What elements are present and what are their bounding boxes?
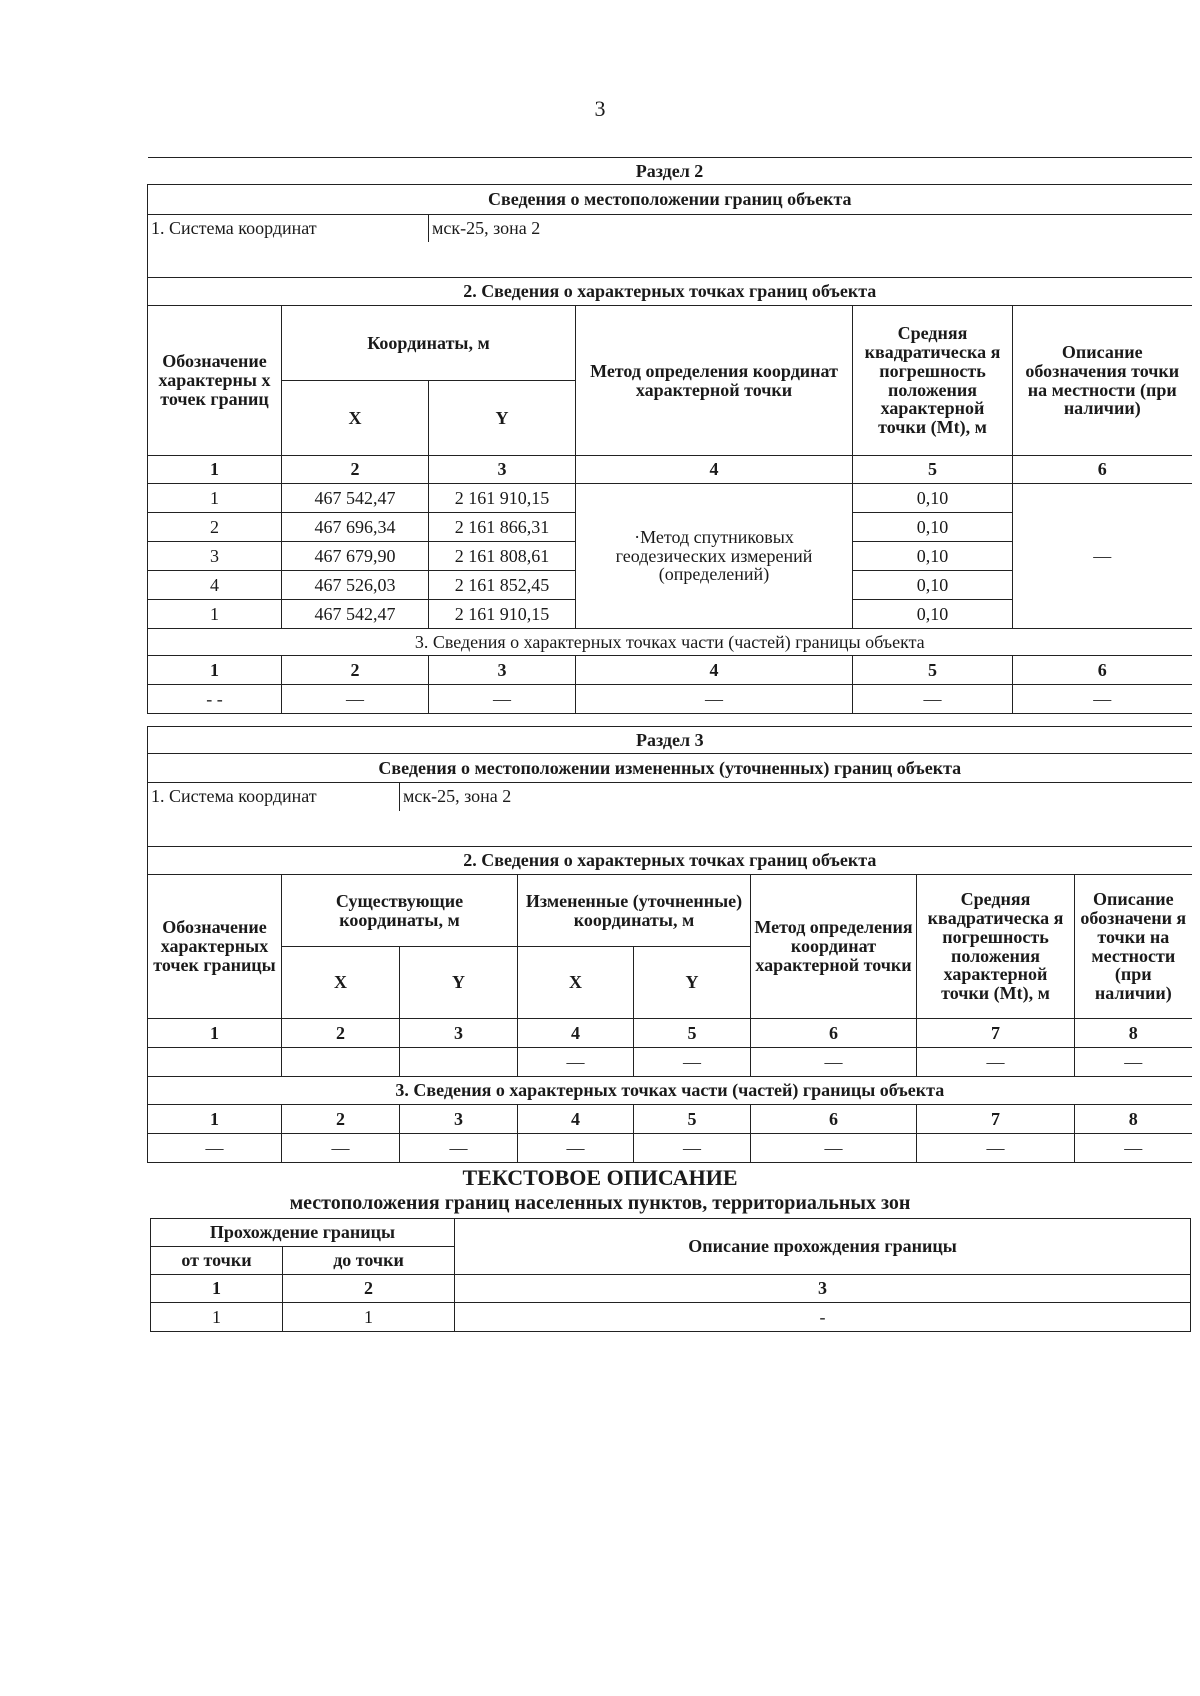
header-designation: Обозначение характерны х точек границ xyxy=(148,306,282,456)
header-coords: Координаты, м xyxy=(282,306,576,381)
page-number: 3 xyxy=(594,96,606,121)
dash-cell: — xyxy=(1075,1048,1192,1077)
desc-header: Описание прохождения границы xyxy=(455,1219,1191,1275)
dash-cell: — xyxy=(1075,1134,1192,1163)
mt-value: 0,10 xyxy=(853,600,1013,629)
col-number: 1 xyxy=(148,656,282,685)
col-number: 4 xyxy=(576,456,853,484)
mt-value: 0,10 xyxy=(853,513,1013,542)
col-number: 1 xyxy=(148,1019,282,1048)
col-number: 2 xyxy=(282,656,429,685)
coord-x: 467 696,34 xyxy=(282,513,429,542)
dash-cell: — xyxy=(917,1134,1075,1163)
col-number: 4 xyxy=(518,1019,634,1048)
header-existing: Существующие координаты, м xyxy=(282,875,518,947)
description-value: — xyxy=(1013,484,1192,629)
dash-cell: — xyxy=(634,1134,751,1163)
header-y: Y xyxy=(429,381,576,456)
to-point: 1 xyxy=(283,1303,455,1332)
col-number: 6 xyxy=(751,1019,917,1048)
header-y: Y xyxy=(400,947,518,1019)
col-number: 2 xyxy=(282,456,429,484)
mt-value: 0,10 xyxy=(853,571,1013,600)
col-number: 1 xyxy=(148,456,282,484)
dash-cell: — xyxy=(634,1048,751,1077)
col-number: 2 xyxy=(282,1105,400,1134)
col-number: 6 xyxy=(751,1105,917,1134)
dash-cell: — xyxy=(282,685,429,714)
section2-coord-label: 1. Система координат xyxy=(148,215,429,242)
coord-x: 467 679,90 xyxy=(282,542,429,571)
table-row xyxy=(151,1303,1191,1332)
text-description-table xyxy=(150,1218,1191,1332)
col-number: 8 xyxy=(1075,1105,1192,1134)
mt-value: 0,10 xyxy=(853,484,1013,513)
dash-cell: — xyxy=(518,1048,634,1077)
dash-cell: — xyxy=(1013,685,1192,714)
to-header: до точки xyxy=(283,1247,455,1275)
table-row xyxy=(148,484,1192,513)
col-number: 7 xyxy=(917,1105,1075,1134)
table-row xyxy=(148,685,1192,714)
col-number: 8 xyxy=(1075,1019,1192,1048)
dash-cell xyxy=(148,1048,282,1077)
dash-cell xyxy=(400,1048,518,1077)
col-number: 4 xyxy=(518,1105,634,1134)
col-number: 5 xyxy=(634,1105,751,1134)
col-number: 1 xyxy=(148,1105,282,1134)
dash-cell: — xyxy=(576,685,853,714)
header-error: Средняя квадратическа я погрешность положения характерной точки (Mt), м xyxy=(917,875,1075,1019)
col-number: 1 xyxy=(151,1275,283,1303)
col-number: 4 xyxy=(576,656,853,685)
dash-cell: — xyxy=(148,1134,282,1163)
section3-title: Раздел 3 xyxy=(148,727,1192,754)
col-number: 3 xyxy=(400,1019,518,1048)
passage-description: - xyxy=(455,1303,1191,1332)
col-number: 5 xyxy=(634,1019,751,1048)
header-y: Y xyxy=(634,947,751,1019)
method-value: ·Метод спутниковых геодезических измерений (определений) xyxy=(576,484,853,629)
text-description-title: ТЕКСТОВОЕ ОПИСАНИЕ xyxy=(462,1165,738,1190)
point-id: 3 xyxy=(148,542,282,571)
coord-x: 467 526,03 xyxy=(282,571,429,600)
section3-points-title: 2. Сведения о характерных точках границ объекта xyxy=(148,847,1192,875)
section2-points-title: 2. Сведения о характерных точках границ объекта xyxy=(148,278,1192,306)
coord-x: 467 542,47 xyxy=(282,600,429,629)
dash-cell: — xyxy=(400,1134,518,1163)
point-id: 1 xyxy=(148,484,282,513)
coord-y: 2 161 910,15 xyxy=(429,484,576,513)
point-id: 2 xyxy=(148,513,282,542)
coord-y: 2 161 852,45 xyxy=(429,571,576,600)
coord-y: 2 161 866,31 xyxy=(429,513,576,542)
from-point: 1 xyxy=(151,1303,283,1332)
coord-x: 467 542,47 xyxy=(282,484,429,513)
header-x: X xyxy=(282,947,400,1019)
dash-cell: — xyxy=(751,1134,917,1163)
section3-coord-value: мск-25, зона 2 xyxy=(400,783,1192,811)
dash-cell: — xyxy=(282,1134,400,1163)
section3-table xyxy=(147,726,1192,1163)
dash-cell: — xyxy=(429,685,576,714)
point-id: 1 xyxy=(148,600,282,629)
section2-part-title: 3. Сведения о характерных точках части (частей) границы объекта xyxy=(148,629,1192,656)
coord-y: 2 161 910,15 xyxy=(429,600,576,629)
point-id: 4 xyxy=(148,571,282,600)
text-description-subtitle: местоположения границ населенных пунктов, территориальных зон xyxy=(289,1192,911,1214)
dash-cell: — xyxy=(853,685,1013,714)
section3-part-title: 3. Сведения о характерных точках части (частей) границы объекта xyxy=(148,1077,1192,1105)
from-header: от точки xyxy=(151,1247,283,1275)
header-description: Описание обозначени я точки на местности (при наличии) xyxy=(1075,875,1192,1019)
dash-cell: — xyxy=(518,1134,634,1163)
coord-y: 2 161 808,61 xyxy=(429,542,576,571)
header-x: X xyxy=(518,947,634,1019)
header-method: Метод определения координат характерной точки xyxy=(751,875,917,1019)
col-number: 7 xyxy=(917,1019,1075,1048)
section3-subtitle: Сведения о местоположении измененных (уточненных) границ объекта xyxy=(148,754,1192,783)
col-number: 6 xyxy=(1013,456,1192,484)
col-number: 5 xyxy=(853,656,1013,685)
header-designation: Обозначение характерных точек границы xyxy=(148,875,282,1019)
header-error: Средняя квадратическа я погрешность положения характерной точки (Mt), м xyxy=(853,306,1013,456)
header-method: Метод определения координат характерной точки xyxy=(576,306,853,456)
header-changed: Измененные (уточненные) координаты, м xyxy=(518,875,751,947)
col-number: 2 xyxy=(282,1019,400,1048)
col-number: 3 xyxy=(400,1105,518,1134)
section2-coord-value: мск-25, зона 2 xyxy=(429,215,1192,242)
mt-value: 0,10 xyxy=(853,542,1013,571)
passage-header: Прохождение границы xyxy=(151,1219,455,1247)
section2-table xyxy=(147,157,1192,714)
section2-subtitle: Сведения о местоположении границ объекта xyxy=(148,185,1192,215)
col-number: 3 xyxy=(455,1275,1191,1303)
section3-coord-label: 1. Система координат xyxy=(148,783,400,811)
table-row xyxy=(148,1134,1192,1163)
col-number: 3 xyxy=(429,456,576,484)
dash-cell: — xyxy=(751,1048,917,1077)
table-row xyxy=(148,1048,1192,1077)
section2-title: Раздел 2 xyxy=(148,158,1192,185)
col-number: 3 xyxy=(429,656,576,685)
dash-cell: — xyxy=(917,1048,1075,1077)
col-number: 5 xyxy=(853,456,1013,484)
header-description: Описание обозначения точки на местности (при наличии) xyxy=(1013,306,1192,456)
dash-cell xyxy=(282,1048,400,1077)
header-x: X xyxy=(282,381,429,456)
dash-cell: - - xyxy=(148,685,282,714)
col-number: 6 xyxy=(1013,656,1192,685)
col-number: 2 xyxy=(283,1275,455,1303)
